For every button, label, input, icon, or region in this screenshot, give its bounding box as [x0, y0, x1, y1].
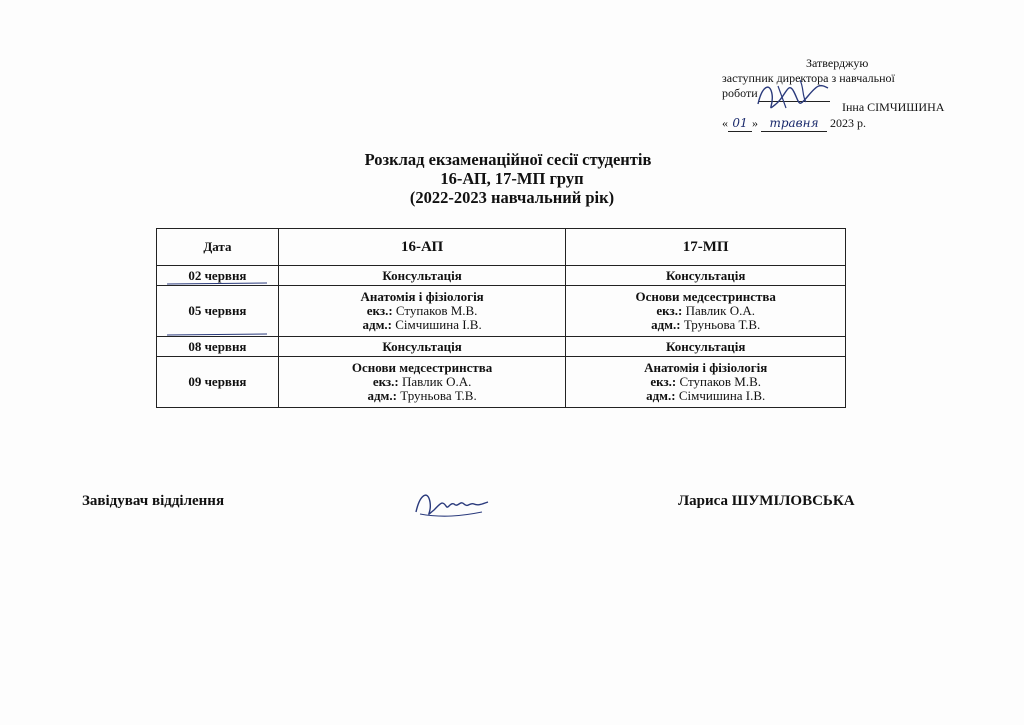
title-line1: Розклад екзаменаційної сесії студентів [364, 150, 652, 169]
table-row [157, 266, 846, 286]
group2-exam [566, 286, 846, 337]
exam-subject: Основи медсестринства [635, 289, 776, 304]
admin-label: адм.: [651, 317, 681, 332]
exam-subject: Анатомія і фізіологія [360, 289, 484, 304]
approval-title: Затверджую [806, 56, 869, 70]
admin-name: Труньова Т.В. [683, 317, 761, 332]
row-date-cell [157, 357, 279, 408]
group2-consultation: Консультація [566, 266, 846, 286]
row-date: 02 червня [188, 267, 247, 283]
row-date-cell [157, 286, 279, 337]
exam-subject: Анатомія і фізіологія [644, 360, 768, 375]
group1-exam [278, 357, 566, 408]
handwritten-underline [167, 278, 267, 284]
approval-date-close-quote: » [752, 116, 758, 130]
approval-position-line2: роботи [722, 86, 758, 100]
group1-consultation: Консультація [278, 266, 566, 286]
group2-exam [566, 357, 846, 408]
exam-admin-line [570, 389, 841, 403]
head-of-department-signature [412, 484, 492, 524]
exam-examiner-line [570, 304, 841, 318]
approval-signature [748, 74, 838, 118]
exam-admin-line [570, 318, 841, 332]
header-group1: 16-АП [278, 229, 566, 266]
exam-subject: Основи медсестринства [351, 360, 493, 375]
handwritten-underline [167, 329, 267, 335]
approval-position-line1: заступник директора з навчальної [722, 71, 895, 85]
exam-admin-line [283, 318, 562, 332]
exam-examiner-line [283, 304, 562, 318]
group2-consultation: Консультація [566, 337, 846, 357]
document-title [0, 150, 1024, 207]
header-date: Дата [157, 229, 279, 266]
admin-name: Труньова Т.В. [400, 388, 477, 403]
title-line2: 16-АП, 17-МП груп [440, 169, 584, 188]
examiner-name: Павлик О.А. [401, 374, 472, 389]
table-row [157, 357, 846, 408]
group1-consultation: Консультація [278, 337, 566, 357]
approval-date [722, 116, 866, 132]
examiner-label: екз.: [650, 374, 677, 389]
footer-name: Лариса ШУМІЛОВСЬКА [678, 493, 855, 509]
admin-label: адм.: [646, 388, 676, 403]
row-date: 09 червня [188, 374, 247, 389]
header-group2: 17-МП [566, 229, 846, 266]
approval-date-year: 2023 р. [830, 116, 866, 130]
approval-name: Інна СІМЧИШИНА [842, 100, 945, 114]
exam-examiner-line [283, 375, 562, 389]
table-header-row [157, 229, 846, 266]
row-date: 08 червня [188, 338, 247, 354]
row-date: 05 червня [188, 303, 247, 318]
row-date-cell [157, 266, 279, 286]
examiner-label: екз.: [656, 303, 683, 318]
examiner-name: Павлик О.А. [685, 303, 755, 318]
examiner-label: екз.: [366, 303, 393, 318]
admin-label: адм.: [367, 388, 397, 403]
footer-position: Завідувач відділення [82, 493, 225, 509]
examiner-label: екз.: [372, 374, 399, 389]
row-date-cell [157, 337, 279, 357]
table-row [157, 337, 846, 357]
admin-label: адм.: [362, 317, 393, 332]
exam-admin-line [283, 389, 562, 403]
approval-date-day: 01 [728, 116, 752, 132]
approval-date-month: травня [761, 116, 827, 132]
admin-name: Сімчишина І.В. [678, 388, 766, 403]
title-line3: (2022-2023 навчальний рік) [409, 188, 615, 207]
table-row [157, 286, 846, 337]
exam-examiner-line [570, 375, 841, 389]
examiner-name: Ступаков М.В. [395, 303, 478, 318]
group1-exam [278, 286, 566, 337]
admin-name: Сімчишина І.В. [395, 317, 482, 332]
schedule-table [156, 228, 846, 408]
approval-date-open-quote: « [722, 116, 728, 130]
examiner-name: Ступаков М.В. [679, 374, 762, 389]
